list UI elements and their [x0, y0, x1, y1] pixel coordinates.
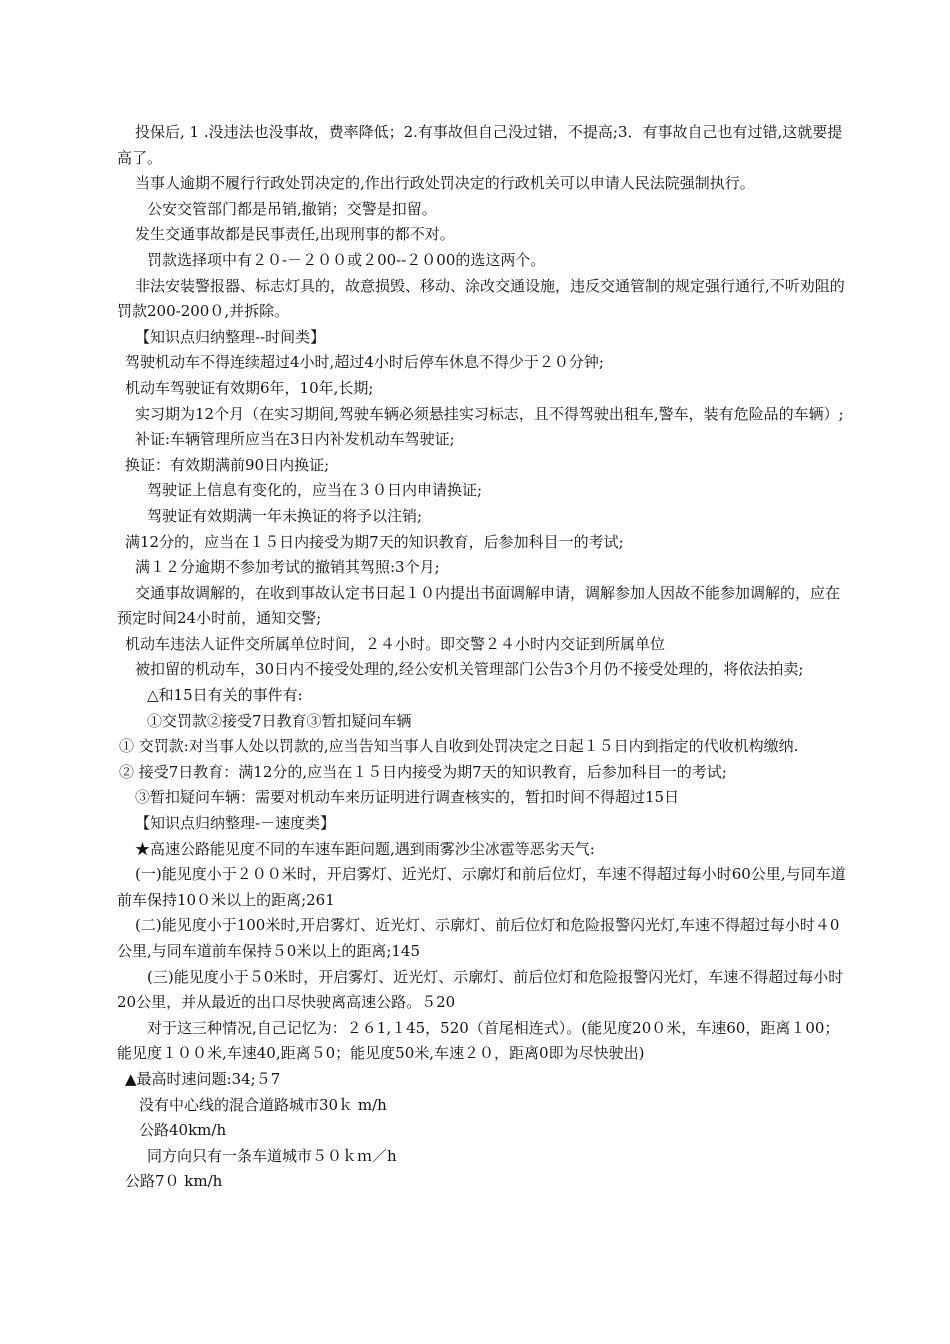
- paragraph-speed-no-centerline: 没有中心线的混合道路城市30ｋ m/h: [139, 1095, 387, 1114]
- paragraph-item-education: ② 接受7日教育：满12分的,应当在１５日内接受为期7天的知识教育，后参加科目一的考试;: [119, 762, 727, 781]
- paragraph-mediation: 交通事故调解的，在收到事故认定书日起１０内提出书面调解申请，调解参加人因故不能参加调解的，应在预定时间24小时前，通知交警;: [117, 583, 841, 628]
- paragraph-documents-transfer: 机动车违法人证件交所属单位时间，２４小时。即交警２４小时内交证到所属单位: [125, 634, 666, 653]
- paragraph-item-fine: ① 交罚款:对当事人处以罚款的,应当告知当事人自收到处罚决定之日起１５日内到指定的代收机构缴纳.: [119, 737, 799, 756]
- paragraph-license-validity: 机动车驾驶证有效期6年，10年,长期;: [125, 378, 374, 397]
- paragraph-civil-liability: 发生交通事故都是民事责任,出现刑事的都不对。: [135, 225, 455, 244]
- paragraph-impounded-vehicle: 被扣留的机动车，30日内不接受处理的,经公安机关管理部门公告3个月仍不接受处理的，将依法拍卖;: [135, 660, 804, 679]
- paragraph-speed-highway-40: 公路40km/h: [139, 1121, 227, 1140]
- paragraph-12-points-overdue: 满１２分逾期不参加考试的撤销其驾照:3个月;: [135, 558, 440, 577]
- paragraph-visibility-200: (一)能见度小于２００米时，开启雾灯、近光灯、示廓灯和前后位灯，车速不得超过每小时60公里,与同车道前车保持10０米以上的距离;261: [117, 865, 846, 909]
- paragraph-fine-options: 罚款选择项中有２０-－２００或２00--２０00的选这两个。: [147, 250, 546, 269]
- paragraph-speed-highway-70: 公路7０ km/h: [125, 1172, 223, 1191]
- section-heading-speed: 【知识点归纳整理-－速度类】: [135, 814, 336, 833]
- paragraph-visibility-50: (三)能见度小于５0米时，开启雾灯、近光灯、示廓灯、前后位灯和危险报警闪光灯，车速不得超过每小时20公里，并从最近的出口尽快驶离高速公路。５20: [117, 967, 844, 1012]
- paragraph-revocation: 公安交管部门都是吊销,撤销；交警是扣留。: [147, 199, 437, 218]
- paragraph-enforcement: 当事人逾期不履行行政处罚决定的,作出行政处罚决定的行政机关可以申请人民法院强制执行。: [135, 174, 755, 193]
- paragraph-info-change: 驾驶证上信息有变化的，应当在３０日内申请换证;: [147, 481, 483, 500]
- paragraph-12-points: 满12分的，应当在１５日内接受为期7天的知识教育，后参加科目一的考试;: [125, 532, 624, 551]
- document-body: [117, 120, 850, 1195]
- paragraph-item-impound: ③暂扣疑问车辆：需要对机动车来历证明进行调查核实的，暂扣时间不得超过15日: [135, 788, 680, 807]
- paragraph-renewal: 换证：有效期满前90日内换证;: [125, 455, 330, 474]
- section-heading-time: 【知识点归纳整理--时间类】: [135, 327, 326, 346]
- paragraph-reissue: 补证:车辆管理所应当在3日内补发机动车驾驶证;: [135, 430, 455, 449]
- paragraph-15-days-list: ①交罚款②接受7日教育③暂扣疑问车辆: [147, 711, 412, 730]
- paragraph-illegal-devices: 非法安装警报器、标志灯具的，故意损毁、移动、涂改交通设施，违反交通管制的规定强行通行,不听劝阻的罚款200-200０,并拆除。: [117, 276, 845, 321]
- paragraph-probation: 实习期为12个月（在实习期间,驾驶车辆必须悬挂实习标志，且不得驾驶出租车,警车，装有危险品的车辆）;: [135, 404, 844, 423]
- paragraph-visibility-heading: ★高速公路能见度不同的车速车距问题,遇到雨雾沙尘冰雹等恶劣天气:: [135, 839, 595, 858]
- paragraph-max-speed-heading: ▲最高时速问题:34;５7: [125, 1069, 281, 1088]
- paragraph-cancellation: 驾驶证有效期满一年未换证的将予以注销;: [147, 506, 423, 525]
- paragraph-visibility-100: (二)能见度小于100米时,开启雾灯、近光灯、示廓灯、前后位灯和危险报警闪光灯,车速不得超过每小时４0公里,与同车道前车保持５0米以上的距离;145: [117, 916, 840, 960]
- paragraph-driving-hours: 驾驶机动车不得连续超过4小时,超过4小时后停车休息不得少于２０分钟;: [125, 353, 604, 372]
- paragraph-insurance-rate: 投保后, 1 .没违法也没事故，费率降低；2.有事故但自己没过错，不提高;3．有事故自己也有过错,这就要提高了。: [117, 123, 843, 167]
- paragraph-speed-single-lane: 同方向只有一条车道城市５０ｋｍ／h: [147, 1146, 397, 1165]
- paragraph-15-days-heading: △和15日有关的事件有:: [147, 686, 303, 705]
- paragraph-memory-tip: 对于这三种情况,自己记忆为：２６1,１45，520（首尾相连式）。(能见度20０米，车速60，距离１00；能见度１００米,车速40,距离５0；能见度50米,车速２０，距离0即为尽快驶出): [117, 1018, 840, 1063]
